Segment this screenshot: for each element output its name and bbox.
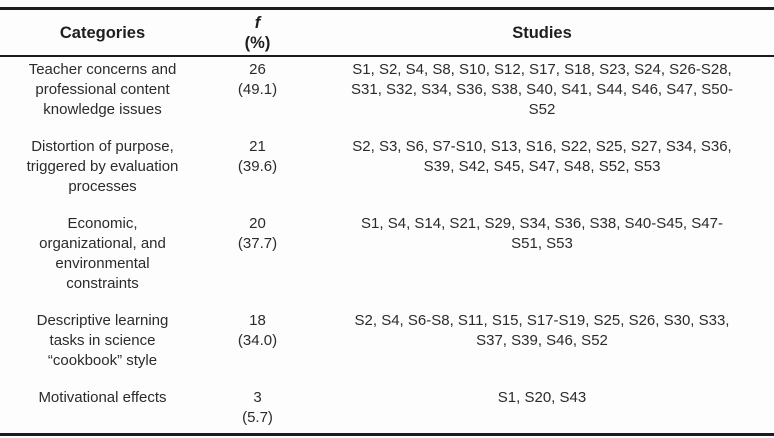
category-cell	[0, 56, 205, 134]
frequency-value: 26	[249, 61, 266, 78]
table-row	[0, 385, 774, 435]
studies-cell	[310, 211, 774, 308]
frequency-cell	[205, 211, 310, 308]
studies-list: S2, S4, S6-S8, S11, S15, S17-S19, S25, S26, S30, S33, S37, S39, S46, S52	[354, 312, 730, 349]
frequency-value: 18	[249, 312, 266, 329]
categories-frequency-table	[0, 7, 774, 436]
studies-list: S1, S2, S4, S8, S10, S12, S17, S18, S23, S24, S26-S28, S31, S32, S34, S36, S38, S40, S41, S44, S46, S47, S50-S52	[351, 61, 733, 118]
frequency-cell	[205, 385, 310, 435]
studies-list: S1, S4, S14, S21, S29, S34, S36, S38, S40-S45, S47-S51, S53	[361, 215, 723, 252]
studies-list: S2, S3, S6, S7-S10, S13, S16, S22, S25, S27, S34, S36, S39, S42, S45, S47, S48, S52, S53	[352, 138, 732, 175]
percentage-value: (37.7)	[237, 235, 278, 252]
frequency-cell	[205, 308, 310, 385]
studies-cell	[310, 308, 774, 385]
category-label: Descriptive learning tasks in science “cookbook” style	[36, 312, 169, 369]
percent-unit: (%)	[244, 34, 271, 52]
studies-cell	[310, 56, 774, 134]
frequency-value: 3	[253, 389, 262, 406]
category-cell	[0, 211, 205, 308]
percentage-value: (5.7)	[242, 409, 273, 426]
frequency-value: 21	[249, 138, 266, 155]
table-row	[0, 56, 774, 134]
category-cell	[0, 308, 205, 385]
studies-cell	[310, 385, 774, 435]
frequency-symbol: f	[254, 14, 261, 32]
studies-list: S1, S20, S43	[497, 389, 587, 406]
frequency-value: 20	[249, 215, 266, 232]
frequency-cell	[205, 134, 310, 211]
category-label: Teacher concerns and professional content knowledge issues	[28, 61, 177, 118]
table-row	[0, 134, 774, 211]
category-cell	[0, 385, 205, 435]
percentage-value: (34.0)	[237, 332, 278, 349]
percentage-value: (39.6)	[237, 158, 278, 175]
category-label: Motivational effects	[38, 389, 167, 406]
table-row	[0, 308, 774, 385]
category-label: Distortion of purpose, triggered by evaluation processes	[26, 138, 179, 195]
studies-cell	[310, 134, 774, 211]
column-header-frequency	[205, 9, 310, 57]
percentage-value: (49.1)	[237, 81, 278, 98]
category-label: Economic, organizational, and environmental constraints	[39, 215, 166, 292]
column-header-categories: Categories	[0, 9, 205, 57]
header-row	[0, 9, 774, 57]
category-cell	[0, 134, 205, 211]
column-header-studies: Studies	[310, 9, 774, 57]
table-row	[0, 211, 774, 308]
frequency-cell	[205, 56, 310, 134]
